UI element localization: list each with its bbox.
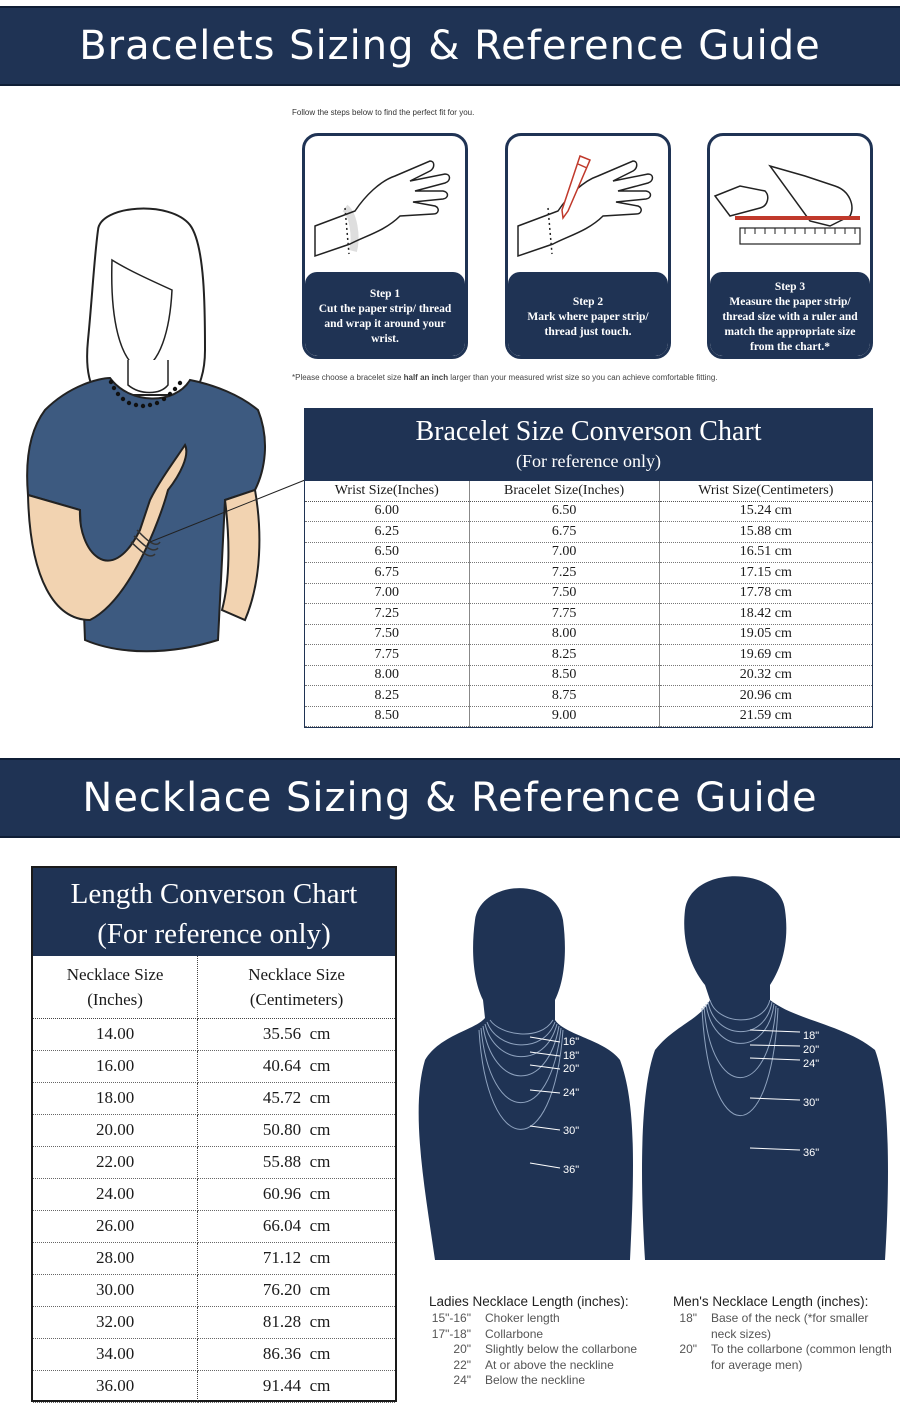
man-mark-20: 20" [803, 1044, 820, 1056]
necklace-inches-cell: 32.00 [33, 1306, 198, 1338]
note-after: larger than your measured wrist size so you can achieve comfortable fitting. [448, 373, 718, 382]
wrist-inches-cell: 7.75 [305, 645, 469, 666]
woman-wearing-bracelet-illustration [0, 200, 310, 670]
bracelet-inches-cell: 7.75 [469, 604, 659, 625]
necklace-inches-cell: 14.00 [33, 1018, 198, 1050]
note-before: *Please choose a bracelet size [292, 373, 404, 382]
legend-length: 24" [453, 1373, 471, 1387]
bracelet-inches-cell: 8.75 [469, 686, 659, 707]
legend-row [673, 1342, 893, 1373]
man-mark-18: 18" [803, 1030, 820, 1042]
legend-length: 22" [453, 1357, 471, 1372]
step-1-title: Step 1 [369, 288, 401, 300]
bracelet-table [305, 481, 872, 727]
bracelet-guide-title: Bracelets Sizing & Reference Guide [79, 23, 821, 69]
wrist-cm-cell: 17.15 cm [659, 563, 872, 584]
legend-length: 20" [679, 1342, 697, 1356]
length-chart-header [33, 868, 395, 956]
necklace-inches-cell: 36.00 [33, 1370, 198, 1402]
bracelet-chart-title: Bracelet Size Converson Chart [415, 416, 762, 447]
wrist-cm-cell: 17.78 cm [659, 583, 872, 604]
col-bracelet-inches: Bracelet Size(Inches) [469, 481, 659, 501]
necklace-guide-banner [0, 758, 900, 838]
bracelet-inches-cell: 9.00 [469, 706, 659, 727]
step-1-desc: Cut the paper strip/ thread and wrap it around your wrist. [318, 303, 452, 345]
bracelet-table-header-row [305, 481, 872, 501]
wrist-inches-cell: 6.75 [305, 563, 469, 584]
man-mark-24: 24" [803, 1058, 820, 1070]
man-mark-36: 36" [803, 1147, 820, 1159]
necklace-inches-cell: 34.00 [33, 1338, 198, 1370]
wrist-cm-cell: 19.05 cm [659, 624, 872, 645]
step-3-card [707, 133, 873, 359]
ladies-legend-title: Ladies Necklace Length (inches): [429, 1294, 629, 1309]
bracelet-table-row [305, 665, 872, 686]
col-necklace-inches-line1: Necklace Size [66, 964, 164, 984]
follow-steps-text: Follow the steps below to find the perfect fit for you. [292, 108, 475, 117]
woman-mark-18: 18" [563, 1050, 580, 1062]
bracelet-table-row [305, 686, 872, 707]
bracelet-guide-banner [0, 6, 900, 86]
necklace-cm-cell: 76.20 cm [198, 1274, 395, 1306]
length-table-row [33, 1178, 395, 1210]
necklace-inches-cell: 22.00 [33, 1146, 198, 1178]
step-3-desc: Measure the paper strip/ thread size with a ruler and match the appropriate size from the chart.* [722, 295, 858, 353]
wrist-cm-cell: 20.96 cm [659, 686, 872, 707]
bracelet-inches-cell: 7.25 [469, 563, 659, 584]
wrist-cm-cell: 18.42 cm [659, 604, 872, 625]
bracelet-table-row [305, 583, 872, 604]
length-table [33, 956, 395, 1403]
wrist-inches-cell: 8.00 [305, 665, 469, 686]
bracelet-table-row [305, 501, 872, 522]
wrist-inches-cell: 7.50 [305, 624, 469, 645]
length-table-row [33, 1306, 395, 1338]
woman-mark-16: 16" [563, 1036, 580, 1048]
woman-mark-20: 20" [563, 1063, 580, 1075]
wrist-cm-cell: 15.24 cm [659, 501, 872, 522]
necklace-cm-cell: 45.72 cm [198, 1082, 395, 1114]
legend-description: At or above the neckline [485, 1357, 614, 1372]
legend-row [429, 1358, 669, 1374]
length-table-row [33, 1082, 395, 1114]
step-2-caption [508, 272, 668, 356]
bracelet-inches-cell: 8.00 [469, 624, 659, 645]
legend-row [429, 1342, 669, 1358]
step-2-card [505, 133, 671, 359]
woman-mark-36: 36" [563, 1164, 580, 1176]
legend-description: Choker length [485, 1311, 560, 1325]
col-necklace-cm-line1: Necklace Size [248, 964, 345, 984]
wrist-inches-cell: 7.00 [305, 583, 469, 604]
men-legend-title: Men's Necklace Length (inches): [673, 1294, 869, 1309]
wrist-cm-cell: 20.32 cm [659, 665, 872, 686]
col-necklace-cm [198, 956, 395, 1018]
bracelet-chart-subtitle: (For reference only) [516, 451, 661, 471]
step-2-desc: Mark where paper strip/ thread just touch. [527, 310, 649, 338]
length-table-row [33, 1210, 395, 1242]
necklace-cm-cell: 71.12 cm [198, 1242, 395, 1274]
length-table-row [33, 1242, 395, 1274]
wrist-inches-cell: 6.00 [305, 501, 469, 522]
bracelet-table-row [305, 645, 872, 666]
step-3-title: Step 3 [774, 280, 806, 293]
legend-length: 20" [453, 1342, 471, 1356]
col-necklace-inches [33, 956, 198, 1018]
bracelet-table-row [305, 542, 872, 563]
legend-length: 15"-16" [431, 1311, 471, 1325]
legend-row [429, 1311, 669, 1327]
bracelet-inches-cell: 8.50 [469, 665, 659, 686]
wrist-inches-cell: 6.25 [305, 522, 469, 543]
necklace-cm-cell: 60.96 cm [198, 1178, 395, 1210]
wrist-inches-cell: 6.50 [305, 542, 469, 563]
bracelet-table-row [305, 563, 872, 584]
bracelet-chart-header [305, 409, 872, 481]
step-3-caption [710, 272, 870, 356]
necklace-length-chart [31, 866, 397, 1402]
necklace-guide-title: Necklace Sizing & Reference Guide [82, 775, 818, 821]
bracelet-table-row [305, 522, 872, 543]
length-table-row [33, 1146, 395, 1178]
necklace-cm-cell: 35.56 cm [198, 1018, 395, 1050]
length-table-row [33, 1370, 395, 1402]
legend-description: Below the neckline [485, 1373, 586, 1387]
length-chart-subtitle: (For reference only) [97, 918, 331, 950]
length-table-header-row [33, 956, 395, 1018]
col-necklace-cm-line2: (Centimeters) [249, 989, 344, 1009]
legend-description: Slightly below the collarbone [485, 1342, 638, 1356]
necklace-cm-cell: 55.88 cm [198, 1146, 395, 1178]
necklace-cm-cell: 66.04 cm [198, 1210, 395, 1242]
necklace-cm-cell: 91.44 cm [198, 1370, 395, 1402]
wrist-cm-cell: 15.88 cm [659, 522, 872, 543]
legend-length: 17"-18" [431, 1326, 471, 1341]
man-silhouette [642, 876, 888, 1260]
col-necklace-inches-line2: (Inches) [87, 989, 143, 1009]
woman-mark-30: 30" [563, 1125, 580, 1137]
ruler-icon [740, 228, 860, 244]
necklace-cm-cell: 86.36 cm [198, 1338, 395, 1370]
man-mark-30: 30" [803, 1097, 820, 1109]
note-bold: half an inch [403, 373, 449, 382]
necklace-length-silhouettes [405, 860, 895, 1270]
bracelet-inches-cell: 6.75 [469, 522, 659, 543]
col-wrist-inches: Wrist Size(Inches) [305, 481, 469, 501]
bracelet-inches-cell: 7.00 [469, 542, 659, 563]
necklace-inches-cell: 24.00 [33, 1178, 198, 1210]
length-table-row [33, 1018, 395, 1050]
wrist-inches-cell: 8.25 [305, 686, 469, 707]
length-chart-title: Length Converson Chart [70, 878, 358, 910]
legend-description: Collarbone [485, 1326, 544, 1341]
legend-row [673, 1311, 893, 1342]
step-1-caption [305, 272, 465, 356]
length-table-row [33, 1338, 395, 1370]
bracelet-table-row [305, 624, 872, 645]
wrist-cm-cell: 19.69 cm [659, 645, 872, 666]
necklace-cm-cell: 40.64 cm [198, 1050, 395, 1082]
bracelet-size-chart [304, 408, 873, 728]
ladies-length-legend [429, 1294, 669, 1389]
necklace-cm-cell: 81.28 cm [198, 1306, 395, 1338]
legend-description: To the collarbone (common length for average men) [711, 1342, 892, 1372]
pen-mark-icon [508, 136, 668, 276]
necklace-inches-cell: 30.00 [33, 1274, 198, 1306]
step-1-card [302, 133, 468, 359]
wrist-inches-cell: 7.25 [305, 604, 469, 625]
necklace-inches-cell: 16.00 [33, 1050, 198, 1082]
legend-row [429, 1327, 669, 1343]
wrist-inches-cell: 8.50 [305, 706, 469, 727]
legend-length: 18" [679, 1311, 697, 1325]
necklace-inches-cell: 26.00 [33, 1210, 198, 1242]
woman-mark-24: 24" [563, 1087, 580, 1099]
length-table-row [33, 1274, 395, 1306]
necklace-cm-cell: 50.80 cm [198, 1114, 395, 1146]
necklace-inches-cell: 18.00 [33, 1082, 198, 1114]
woman-silhouette [419, 888, 633, 1260]
length-table-row [33, 1114, 395, 1146]
necklace-inches-cell: 28.00 [33, 1242, 198, 1274]
men-length-legend [673, 1294, 893, 1373]
ruler-measure-icon [710, 136, 870, 276]
sizing-note [292, 373, 718, 382]
legend-row [429, 1373, 669, 1389]
step-2-title: Step 2 [572, 295, 604, 308]
legend-description: Base of the neck (*for smaller neck sizes) [711, 1311, 869, 1341]
wrist-cm-cell: 16.51 cm [659, 542, 872, 563]
bracelet-inches-cell: 7.50 [469, 583, 659, 604]
col-wrist-cm: Wrist Size(Centimeters) [659, 481, 872, 501]
necklace-inches-cell: 20.00 [33, 1114, 198, 1146]
length-table-row [33, 1050, 395, 1082]
bracelet-inches-cell: 8.25 [469, 645, 659, 666]
bracelet-table-row [305, 706, 872, 727]
bracelet-table-row [305, 604, 872, 625]
wrist-cm-cell: 21.59 cm [659, 706, 872, 727]
bracelet-inches-cell: 6.50 [469, 501, 659, 522]
wrist-wrap-icon [305, 136, 465, 276]
